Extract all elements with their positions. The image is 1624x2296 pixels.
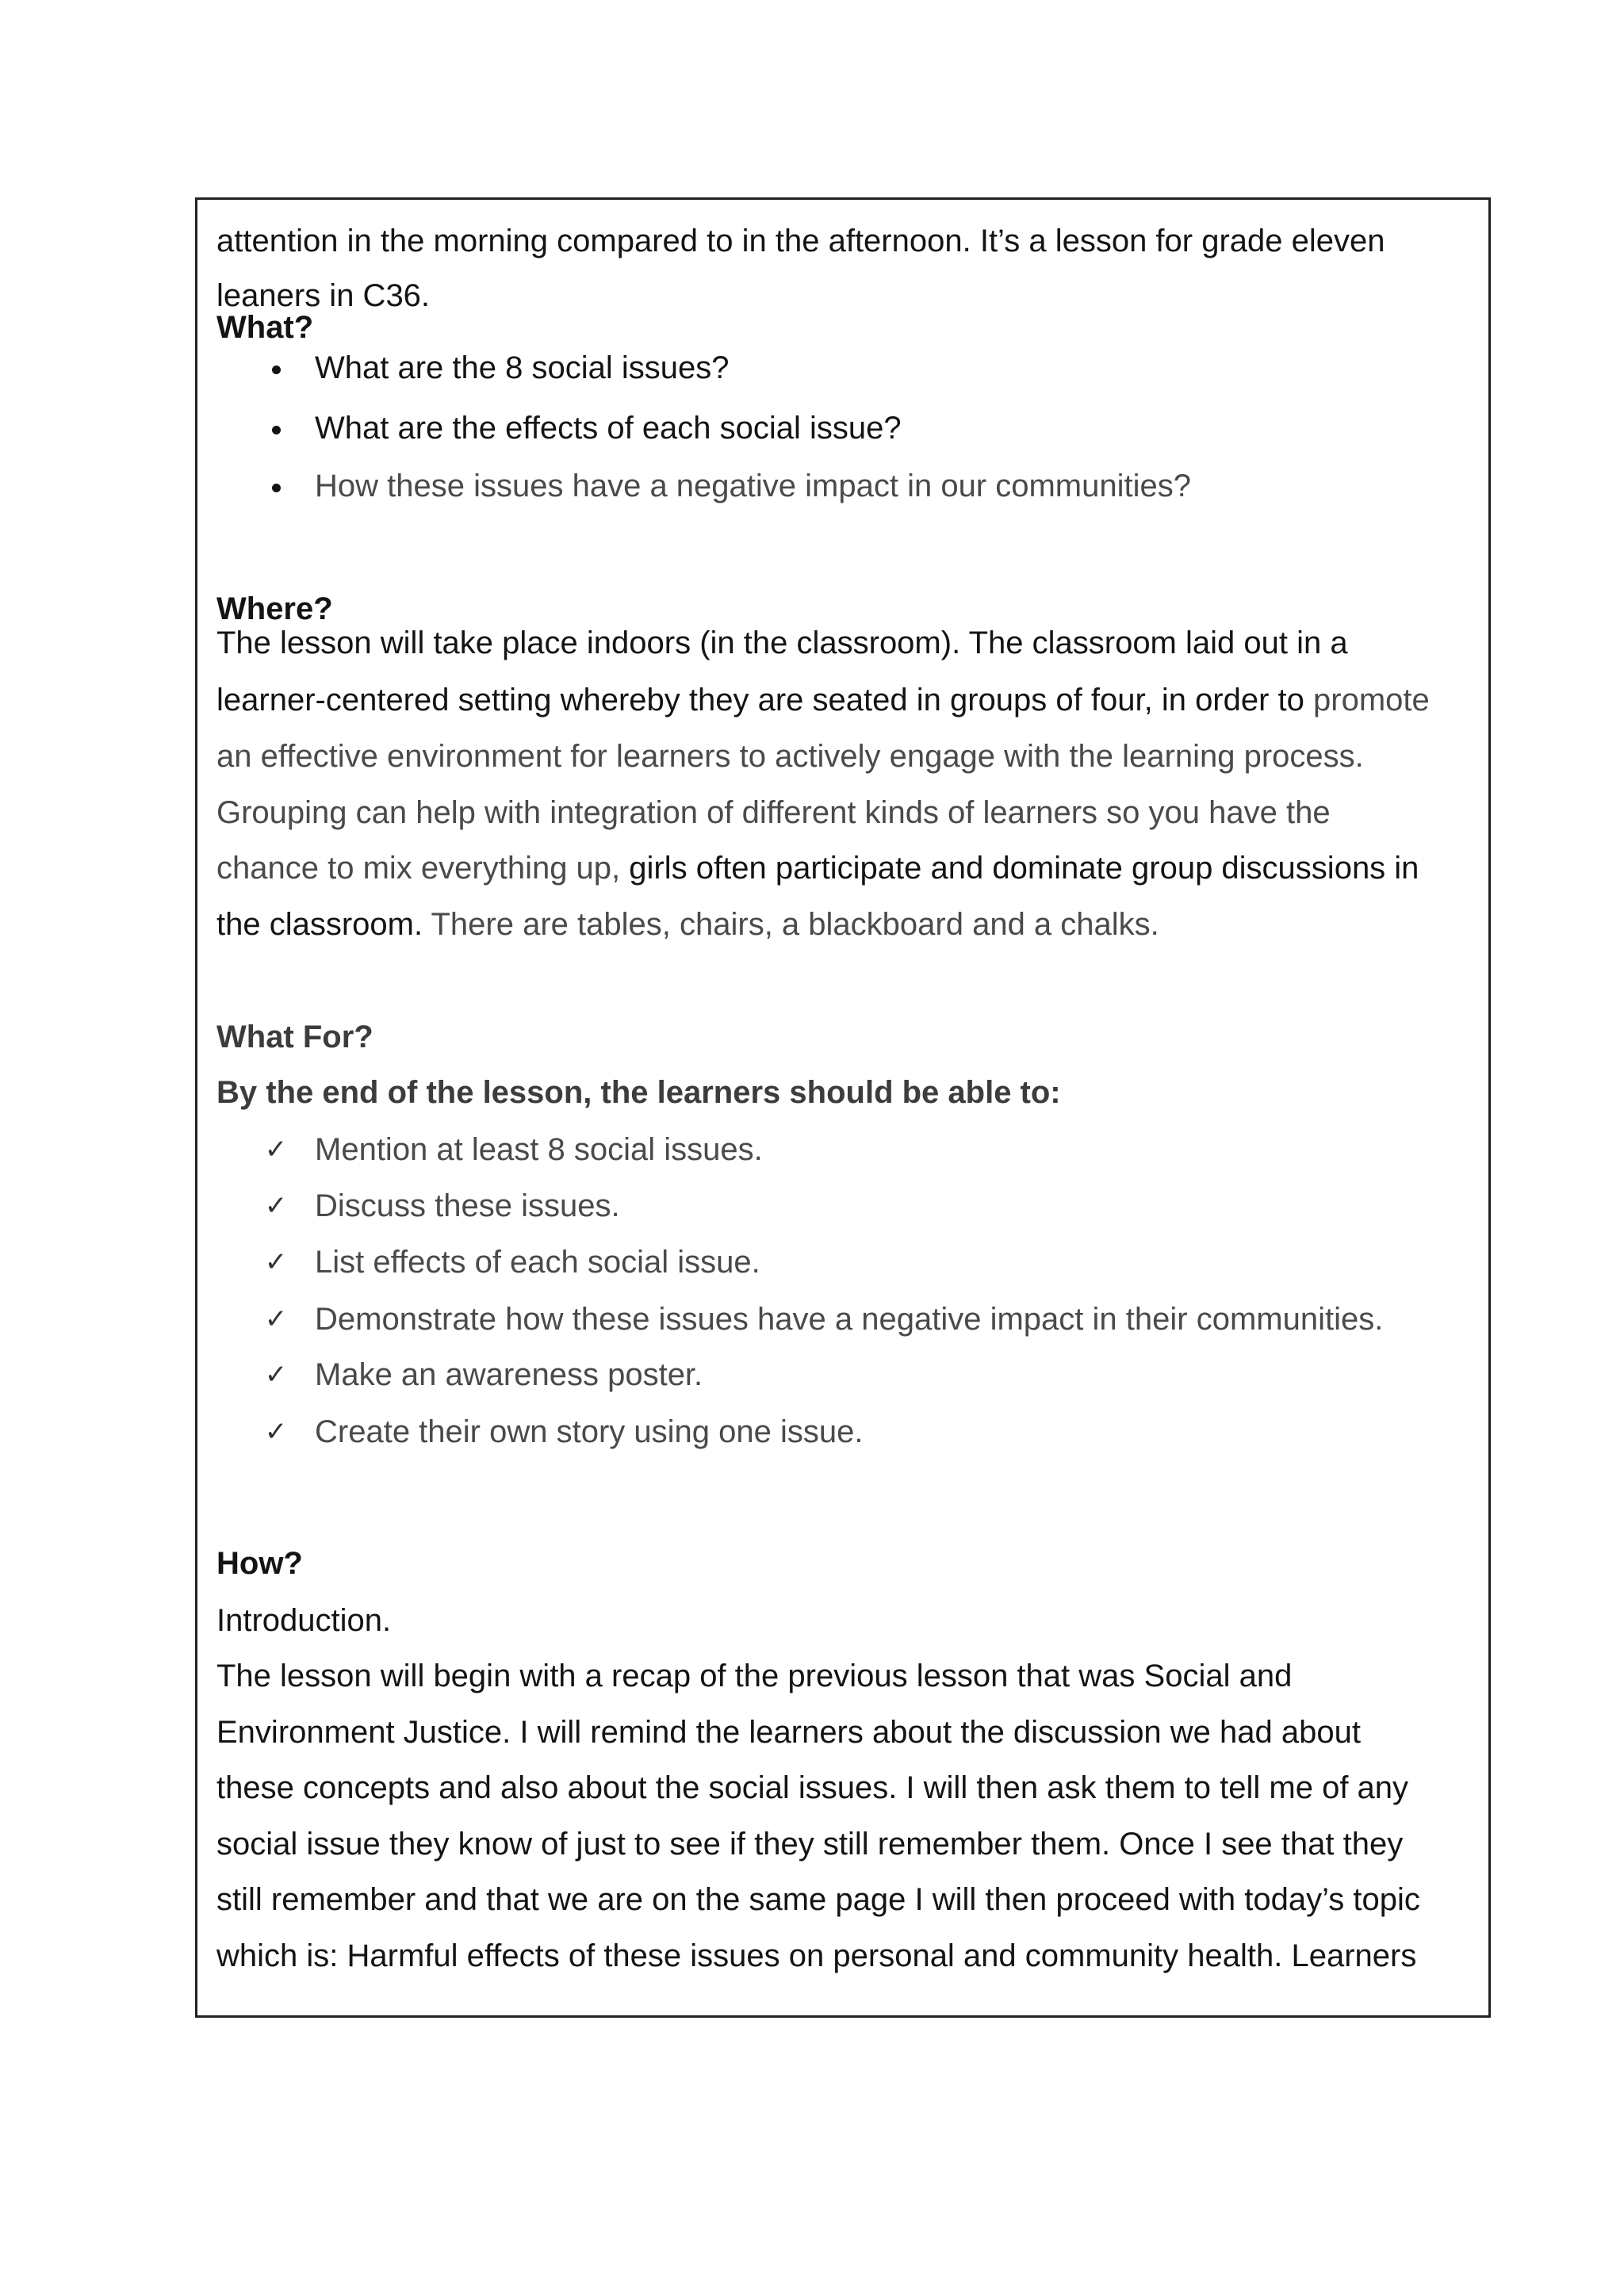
- checkmark-icon: ✓: [264, 1416, 288, 1448]
- checkmark-icon: ✓: [264, 1134, 288, 1165]
- how-line-6: which is: Harmful effects of these issues on personal and community health. Learners: [216, 1938, 1417, 1973]
- where-line-3: an effective environment for learners to actively engage with the learning process.: [216, 739, 1364, 774]
- where-line-4: Grouping can help with integration of different kinds of learners so you have the: [216, 795, 1331, 830]
- where-line-1: The lesson will take place indoors (in the classroom). The classroom laid out in a: [216, 626, 1348, 660]
- intro-line-2: leaners in C36.: [216, 278, 431, 313]
- where-line-6: the classroom. There are tables, chairs, a blackboard and a chalks.: [216, 907, 1159, 942]
- how-heading: How?: [216, 1546, 303, 1581]
- bullet-dot-icon: [264, 349, 288, 387]
- how-line-2: Environment Justice. I will remind the learners about the discussion we had about: [216, 1715, 1361, 1750]
- how-intro-label: Introduction.: [216, 1603, 392, 1638]
- what-for-subheading: By the end of the lesson, the learners should be able to:: [216, 1075, 1061, 1110]
- bullet-dot-icon: [264, 467, 288, 505]
- where-line-5: chance to mix everything up, girls often participate and dominate group discussions in: [216, 851, 1419, 886]
- bullet-dot-icon: [264, 409, 288, 447]
- where-heading: Where?: [216, 591, 333, 626]
- lesson-plan-box: attention in the morning compared to in the afternoon. It’s a lesson for grade eleven leaners in C36. What? What are the 8 social issues? What are the effects of each social issue? How these issues have a negative impact in our communities? Where? The lesson will take place indoors (in the classroom). The classroom laid out in a learner-centered setting whereby they are seated in groups of four, in order to promote an effective environment for learners to actively engage with the learning process. Grouping can help with integration of different kinds of learners so you have the chance to mix everything up, girls often participate and dominate group discussions in the classroom. There are tables, chairs, a blackboard and a chalks. What For? By the end of the lesson, the learners should be able to: ✓ Mention at least 8 social issues. ✓ Discuss these issues. ✓ List effects of each social issue. ✓ Demonstrate how these issues have a negative impact in their communities. ✓ Make an awareness poster. ✓ Create their own story using one issue. How? Introduction. The lesson will begin with a recap of the previous lesson that was Social and Environment Justice. I will remind the learners about the discussion we had about these concepts and also about the social issues. I will then ask them to tell me of any social issue they know of just to see if they still remember them. Once I see that they still remember and that we are on the same page I will then proceed with today’s topic which is: Harmful effects of these issues on personal and community health. Learners: [195, 197, 1491, 2018]
- checkmark-icon: ✓: [264, 1359, 288, 1391]
- where-line-2: learner-centered setting whereby they are seated in groups of four, in order to promote: [216, 683, 1430, 718]
- intro-line-1: attention in the morning compared to in the afternoon. It’s a lesson for grade eleven: [216, 224, 1385, 258]
- how-line-5: still remember and that we are on the same page I will then proceed with today’s topic: [216, 1882, 1420, 1917]
- checkmark-icon: ✓: [264, 1246, 288, 1278]
- what-for-heading: What For?: [216, 1020, 373, 1054]
- how-line-4: social issue they know of just to see if they still remember them. Once I see that they: [216, 1827, 1404, 1862]
- how-line-1: The lesson will begin with a recap of the previous lesson that was Social and: [216, 1659, 1293, 1693]
- checkmark-icon: ✓: [264, 1190, 288, 1222]
- checkmark-icon: ✓: [264, 1303, 288, 1335]
- what-heading: What?: [216, 310, 314, 345]
- how-line-3: these concepts and also about the social issues. I will then ask them to tell me of any: [216, 1770, 1409, 1805]
